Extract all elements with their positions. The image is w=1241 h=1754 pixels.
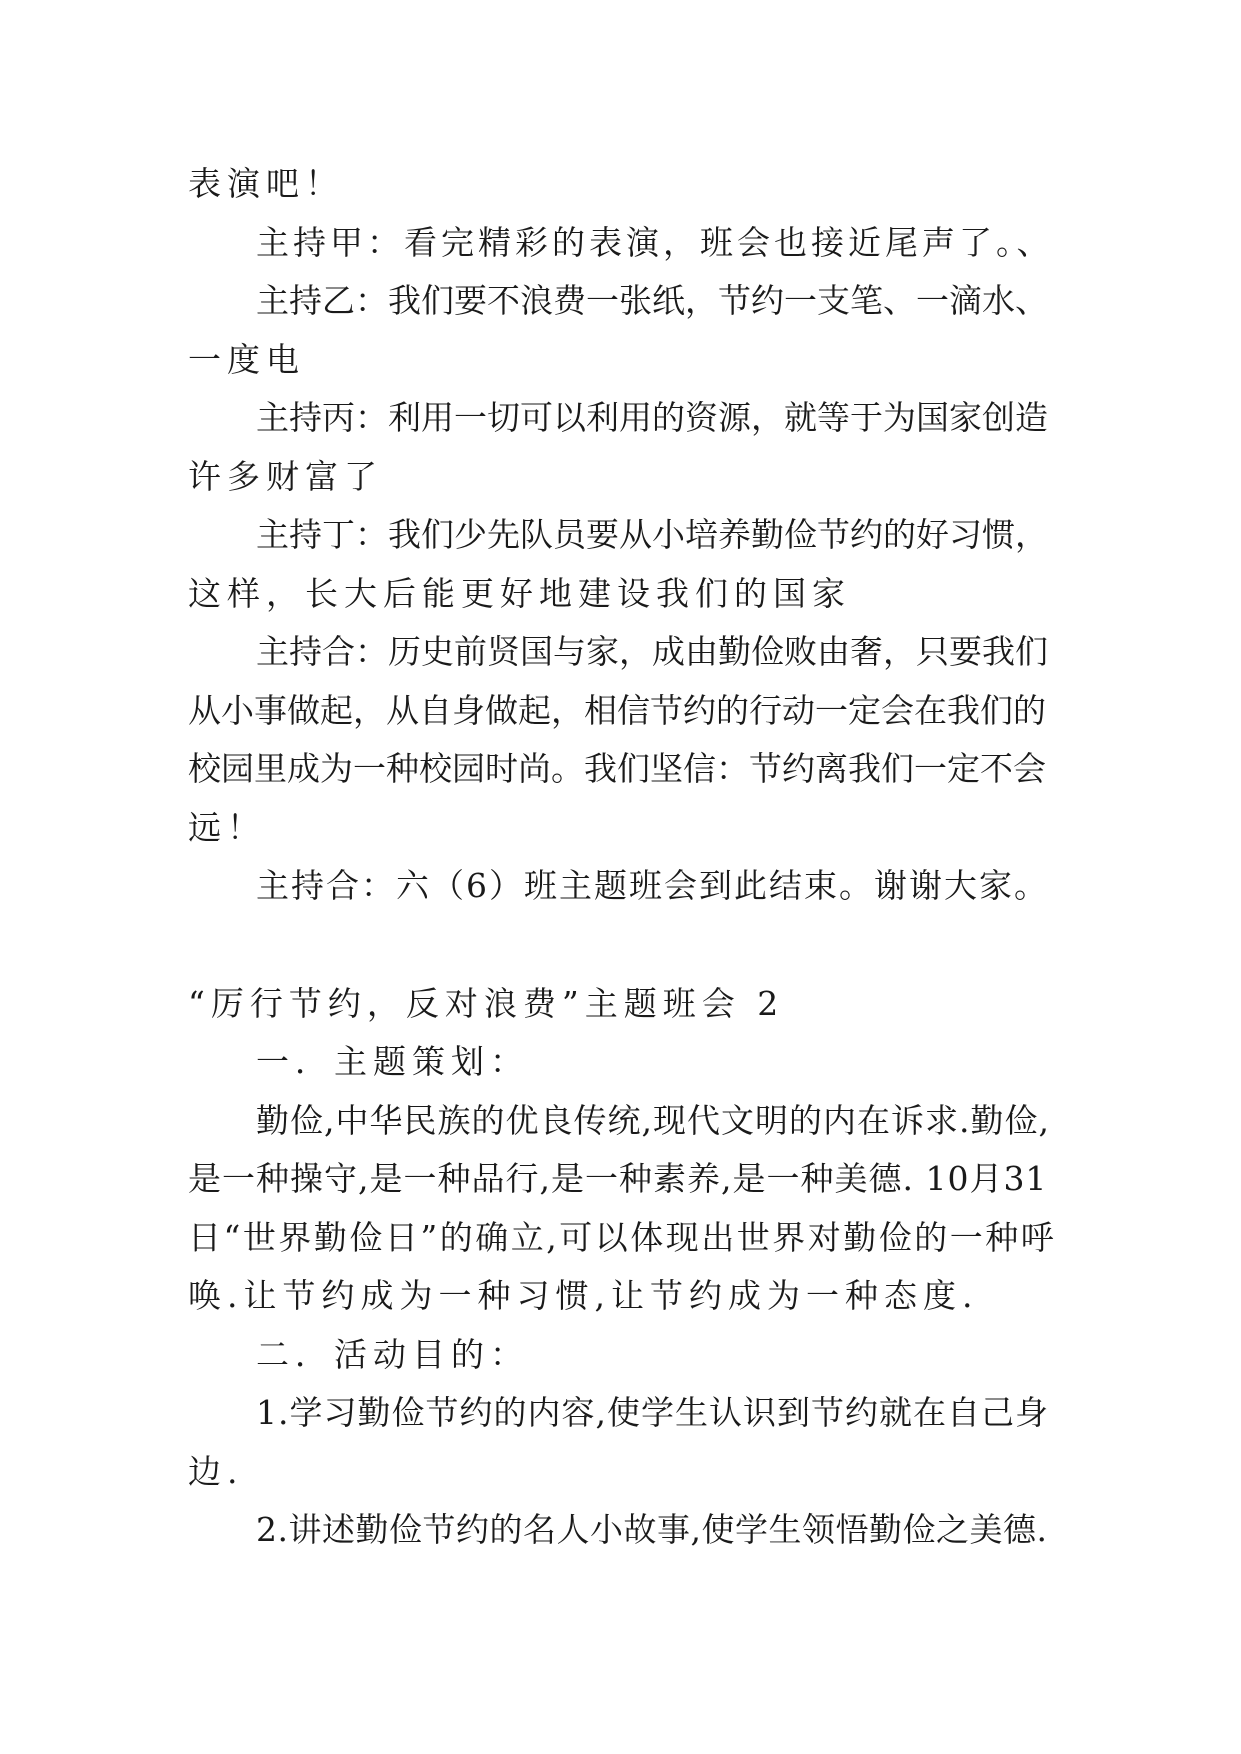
section-heading: 二．活动目的： (256, 1334, 529, 1374)
text-line: 主持丁：我们少先队员要从小培养勤俭节约的好习惯， (256, 515, 1048, 554)
text-line: 主持丙：利用一切可以利用的资源，就等于为国家创造 (256, 398, 1048, 437)
text-line: 主持合：历史前贤国与家，成由勤俭败由奢，只要我们 (256, 632, 1048, 671)
text-line: 唤.让节约成为一种习惯,让节约成为一种态度. (188, 1276, 979, 1315)
list-item: 2.讲述勤俭节约的名人小故事,使学生领悟勤俭之美德. (256, 1510, 1048, 1549)
text-line: 校园里成为一种校园时尚。我们坚信：节约离我们一定不会 (188, 749, 1046, 788)
text-line: 表演吧！ (188, 164, 344, 203)
section-title: “厉行节约，反对浪费”主题班会 2 (188, 983, 785, 1023)
section-heading: 一．主题策划： (256, 1042, 529, 1081)
text-line: 这样，长大后能更好地建设我们的国家 (188, 573, 851, 613)
text-line: 主持乙：我们要不浪费一张纸，节约一支笔、一滴水、 (256, 281, 1048, 320)
text-line: 主持甲：看完精彩的表演，班会也接近尾声了。、 (256, 222, 1054, 262)
text-line: 一度电 (188, 339, 305, 379)
text-line: 边. (188, 1451, 244, 1491)
text-line: 是一种操守,是一种品行,是一种素养,是一种美德. 10月31 (188, 1159, 1048, 1198)
paragraph-gap (188, 916, 1058, 975)
text-line: 远！ (188, 807, 266, 847)
list-item: 1.学习勤俭节约的内容,使学生认识到节约就在自己身 (256, 1393, 1049, 1432)
text-line: 日“世界勤俭日”的确立,可以体现出世界对勤俭的一种呼 (188, 1217, 1057, 1257)
text-line: 勤俭,中华民族的优良传统,现代文明的内在诉求.勤俭, (256, 1100, 1050, 1140)
text-line: 许多财富了 (188, 456, 383, 496)
document-page (188, 155, 1058, 1560)
text-line: 从小事做起，从自身做起，相信节约的行动一定会在我们的 (188, 690, 1046, 730)
text-line: 主持合：六（6）班主题班会到此结束。谢谢大家。 (256, 866, 1049, 905)
